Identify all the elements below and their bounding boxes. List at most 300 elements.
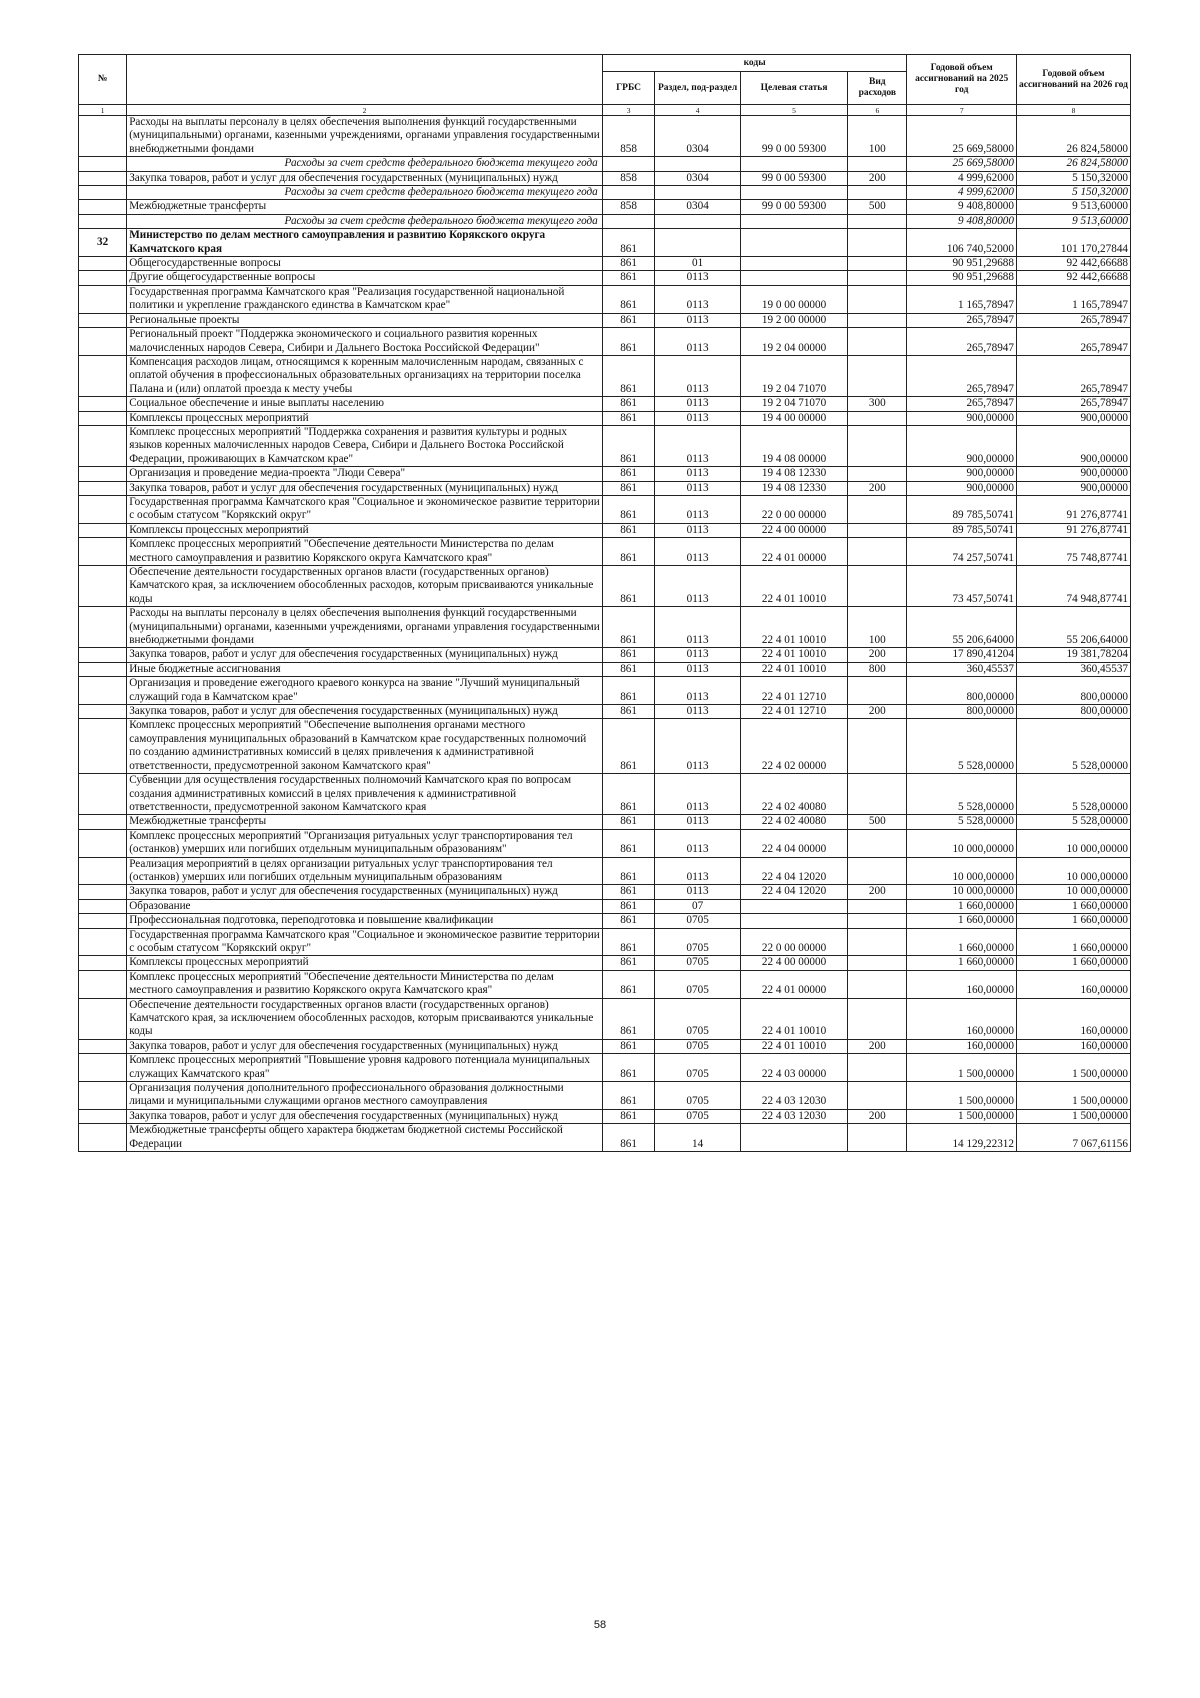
row-number [79, 397, 127, 411]
row-amount-2025: 5 528,00000 [907, 719, 1017, 774]
row-expense-type [848, 566, 907, 607]
row-expense-type: 200 [848, 705, 907, 719]
row-section: 0705 [655, 928, 740, 956]
row-number [79, 157, 127, 171]
row-section: 0113 [655, 328, 740, 356]
row-name: Организация и проведение ежегодного краевого конкурса на звание "Лучший муниципальный служащий года в Камчатском крае" [127, 677, 603, 705]
row-name: Закупка товаров, работ и услуг для обеспечения государственных (муниципальных) нужд [127, 885, 603, 899]
row-section: 0113 [655, 285, 740, 313]
row-grbs: 861 [602, 328, 655, 356]
row-amount-2025: 1 660,00000 [907, 956, 1017, 970]
row-amount-2025: 73 457,50741 [907, 566, 1017, 607]
row-expense-type [848, 328, 907, 356]
row-grbs: 861 [602, 1054, 655, 1082]
row-name: Государственная программа Камчатского края "Реализация государственной национальной политики и укрепление гражданского единства в Камчатском крае" [127, 285, 603, 313]
row-target [740, 271, 847, 285]
row-amount-2025: 265,78947 [907, 328, 1017, 356]
header-colnum: 7 [907, 105, 1017, 116]
row-name: Министерство по делам местного самоуправления и развитию Корякского округа Камчатского края [127, 229, 603, 257]
row-section: 0304 [655, 171, 740, 185]
row-target: 19 4 08 00000 [740, 425, 847, 466]
row-grbs: 861 [602, 411, 655, 425]
row-name: Образование [127, 899, 603, 913]
row-expense-type [848, 928, 907, 956]
row-grbs: 861 [602, 1124, 655, 1152]
row-name: Закупка товаров, работ и услуг для обеспечения государственных (муниципальных) нужд [127, 1039, 603, 1053]
row-amount-2026: 10 000,00000 [1016, 857, 1130, 885]
row-name: Социальное обеспечение и иные выплаты населению [127, 397, 603, 411]
row-expense-type: 200 [848, 481, 907, 495]
row-amount-2026: 74 948,87741 [1016, 566, 1130, 607]
row-name: Расходы за счет средств федерального бюджета текущего года [127, 157, 603, 171]
row-amount-2026: 1 660,00000 [1016, 899, 1130, 913]
table-row [79, 607, 1131, 648]
row-amount-2025: 900,00000 [907, 481, 1017, 495]
table-row [79, 1039, 1131, 1053]
row-section: 0113 [655, 481, 740, 495]
row-expense-type [848, 355, 907, 396]
row-target: 99 0 00 59300 [740, 116, 847, 157]
row-target: 22 4 03 12030 [740, 1109, 847, 1123]
table-row [79, 998, 1131, 1039]
row-number [79, 662, 127, 676]
row-target: 22 0 00 00000 [740, 928, 847, 956]
table-body [79, 116, 1131, 1152]
row-name: Организация получения дополнительного профессионального образования должностными лицами и муниципальными служащими органов местного самоуправления [127, 1082, 603, 1110]
row-amount-2026: 160,00000 [1016, 970, 1130, 998]
row-target: 22 4 00 00000 [740, 956, 847, 970]
row-amount-2025: 1 660,00000 [907, 914, 1017, 928]
row-number [79, 214, 127, 228]
row-section: 0113 [655, 662, 740, 676]
row-number [79, 257, 127, 271]
row-target: 22 4 04 00000 [740, 829, 847, 857]
row-amount-2026: 5 150,32000 [1016, 186, 1130, 200]
row-amount-2025: 360,45537 [907, 662, 1017, 676]
table-row [79, 397, 1131, 411]
row-grbs: 861 [602, 257, 655, 271]
row-target: 22 4 01 10010 [740, 662, 847, 676]
row-expense-type: 100 [848, 116, 907, 157]
row-target: 99 0 00 59300 [740, 171, 847, 185]
table-row [79, 271, 1131, 285]
table-row [79, 928, 1131, 956]
row-name: Комплекс процессных мероприятий "Повышение уровня кадрового потенциала муниципальных служащих Камчатского края" [127, 1054, 603, 1082]
row-section: 0113 [655, 885, 740, 899]
row-amount-2025: 900,00000 [907, 411, 1017, 425]
row-number [79, 719, 127, 774]
row-amount-2026: 101 170,27844 [1016, 229, 1130, 257]
table-row [79, 467, 1131, 481]
row-amount-2026: 900,00000 [1016, 425, 1130, 466]
row-expense-type [848, 1054, 907, 1082]
row-name: Закупка товаров, работ и услуг для обеспечения государственных (муниципальных) нужд [127, 171, 603, 185]
table-row [79, 857, 1131, 885]
row-section: 0705 [655, 1054, 740, 1082]
row-amount-2026: 9 513,60000 [1016, 200, 1130, 214]
row-amount-2026: 91 276,87741 [1016, 523, 1130, 537]
row-expense-type: 500 [848, 200, 907, 214]
row-target: 22 4 02 40080 [740, 815, 847, 829]
row-name: Комплексы процессных мероприятий [127, 956, 603, 970]
row-amount-2026: 55 206,64000 [1016, 607, 1130, 648]
row-target: 22 4 01 12710 [740, 705, 847, 719]
row-amount-2025: 9 408,80000 [907, 200, 1017, 214]
table-row [79, 829, 1131, 857]
row-amount-2026: 900,00000 [1016, 467, 1130, 481]
row-target: 22 4 04 12020 [740, 885, 847, 899]
row-grbs: 861 [602, 914, 655, 928]
row-number [79, 607, 127, 648]
row-expense-type [848, 425, 907, 466]
row-grbs: 861 [602, 815, 655, 829]
row-number [79, 970, 127, 998]
header-target: Целевая статья [740, 72, 847, 105]
row-grbs: 861 [602, 956, 655, 970]
row-name: Региональный проект "Поддержка экономического и социального развития коренных малочисленных народов Севера, Сибири и Дальнего Востока Российской Федерации" [127, 328, 603, 356]
row-expense-type [848, 970, 907, 998]
row-section: 0113 [655, 857, 740, 885]
row-expense-type: 200 [848, 885, 907, 899]
row-expense-type [848, 495, 907, 523]
row-section: 0113 [655, 677, 740, 705]
row-grbs: 858 [602, 171, 655, 185]
row-section: 0113 [655, 705, 740, 719]
row-amount-2025: 10 000,00000 [907, 857, 1017, 885]
row-number: 32 [79, 229, 127, 257]
row-expense-type: 200 [848, 1109, 907, 1123]
row-grbs: 861 [602, 607, 655, 648]
row-number [79, 171, 127, 185]
row-expense-type: 300 [848, 397, 907, 411]
table-row [79, 1124, 1131, 1152]
row-section: 0113 [655, 648, 740, 662]
row-target [740, 257, 847, 271]
row-expense-type [848, 186, 907, 200]
row-grbs: 861 [602, 677, 655, 705]
header-colnum: 5 [740, 105, 847, 116]
header-colnum: 3 [602, 105, 655, 116]
row-amount-2026: 160,00000 [1016, 1039, 1130, 1053]
row-name: Расходы за счет средств федерального бюджета текущего года [127, 186, 603, 200]
row-number [79, 523, 127, 537]
row-section: 0113 [655, 829, 740, 857]
row-number [79, 648, 127, 662]
row-number [79, 328, 127, 356]
row-section: 0113 [655, 411, 740, 425]
row-amount-2025: 25 669,58000 [907, 116, 1017, 157]
row-grbs: 861 [602, 928, 655, 956]
row-expense-type [848, 774, 907, 815]
row-grbs: 861 [602, 355, 655, 396]
row-target [740, 186, 847, 200]
row-section: 01 [655, 257, 740, 271]
row-amount-2026: 1 500,00000 [1016, 1082, 1130, 1110]
row-number [79, 815, 127, 829]
row-amount-2025: 5 528,00000 [907, 774, 1017, 815]
row-number [79, 1082, 127, 1110]
row-target [740, 214, 847, 228]
row-amount-2025: 10 000,00000 [907, 829, 1017, 857]
row-amount-2026: 5 528,00000 [1016, 815, 1130, 829]
row-target: 19 4 08 12330 [740, 467, 847, 481]
row-section [655, 157, 740, 171]
row-name: Расходы на выплаты персоналу в целях обеспечения выполнения функций государственными (муниципальными) органами, казенными учреждениями, органами управления государственными внебюджетными фондами [127, 116, 603, 157]
row-grbs: 861 [602, 313, 655, 327]
row-target [740, 914, 847, 928]
row-target: 19 4 08 12330 [740, 481, 847, 495]
row-expense-type: 200 [848, 648, 907, 662]
row-number [79, 705, 127, 719]
row-section: 0705 [655, 970, 740, 998]
row-target: 22 4 00 00000 [740, 523, 847, 537]
row-section: 0113 [655, 566, 740, 607]
row-amount-2026: 5 528,00000 [1016, 719, 1130, 774]
row-number [79, 200, 127, 214]
row-amount-2026: 7 067,61156 [1016, 1124, 1130, 1152]
row-name: Межбюджетные трансферты [127, 815, 603, 829]
row-number [79, 116, 127, 157]
row-expense-type [848, 829, 907, 857]
table-row [79, 677, 1131, 705]
row-section: 0705 [655, 998, 740, 1039]
row-expense-type [848, 467, 907, 481]
row-name: Закупка товаров, работ и услуг для обеспечения государственных (муниципальных) нужд [127, 648, 603, 662]
row-expense-type: 500 [848, 815, 907, 829]
row-number [79, 271, 127, 285]
row-name: Комплекс процессных мероприятий "Обеспечение деятельности Министерства по делам местного самоуправления и развитию Корякского округа Камчатского края" [127, 538, 603, 566]
row-grbs: 861 [602, 495, 655, 523]
table-row [79, 523, 1131, 537]
table-row [79, 914, 1131, 928]
row-number [79, 857, 127, 885]
row-expense-type [848, 523, 907, 537]
header-section: Раздел, под-раздел [655, 72, 740, 105]
row-section: 0113 [655, 495, 740, 523]
row-number [79, 467, 127, 481]
row-target: 22 4 03 00000 [740, 1054, 847, 1082]
table-row [79, 1109, 1131, 1123]
row-grbs: 861 [602, 566, 655, 607]
row-name: Компенсация расходов лицам, относящимся к коренным малочисленным народам, связанных с оплатой обучения в профессиональных образовательных организациях на территории поселка Палана и (или) оплатой проезда к месту учебы [127, 355, 603, 396]
row-number [79, 928, 127, 956]
page-number: 58 [593, 1619, 607, 1631]
row-name: Субвенции для осуществления государственных полномочий Камчатского края по вопросам создания административных комиссий в целях привлечения к административной ответственности, предусмотренной законом Камчатского края [127, 774, 603, 815]
row-amount-2025: 10 000,00000 [907, 885, 1017, 899]
row-number [79, 1124, 127, 1152]
row-number [79, 998, 127, 1039]
row-section [655, 229, 740, 257]
row-amount-2025: 800,00000 [907, 677, 1017, 705]
header-colnum: 4 [655, 105, 740, 116]
row-number [79, 956, 127, 970]
row-number [79, 313, 127, 327]
row-target: 22 4 01 12710 [740, 677, 847, 705]
row-grbs: 861 [602, 1082, 655, 1110]
row-amount-2026: 19 381,78204 [1016, 648, 1130, 662]
row-amount-2025: 900,00000 [907, 425, 1017, 466]
row-name: Другие общегосударственные вопросы [127, 271, 603, 285]
table-row [79, 566, 1131, 607]
row-section: 0113 [655, 523, 740, 537]
row-amount-2025: 9 408,80000 [907, 214, 1017, 228]
row-section: 0113 [655, 607, 740, 648]
row-number [79, 186, 127, 200]
row-amount-2025: 89 785,50741 [907, 523, 1017, 537]
row-target [740, 1124, 847, 1152]
table-row [79, 229, 1131, 257]
row-target: 19 2 04 00000 [740, 328, 847, 356]
row-amount-2026: 10 000,00000 [1016, 885, 1130, 899]
row-number [79, 1039, 127, 1053]
row-amount-2026: 92 442,66688 [1016, 257, 1130, 271]
row-expense-type [848, 998, 907, 1039]
row-number [79, 411, 127, 425]
row-grbs: 861 [602, 829, 655, 857]
row-expense-type [848, 538, 907, 566]
row-grbs: 861 [602, 481, 655, 495]
row-grbs: 861 [602, 538, 655, 566]
table-row [79, 285, 1131, 313]
header-amount-2025: Годовой объем ассигнований на 2025 год [907, 55, 1017, 105]
header-amount-2026: Годовой объем ассигнований на 2026 год [1016, 55, 1130, 105]
table-row [79, 481, 1131, 495]
row-amount-2025: 1 500,00000 [907, 1054, 1017, 1082]
row-expense-type: 200 [848, 171, 907, 185]
row-grbs: 861 [602, 998, 655, 1039]
table-row [79, 171, 1131, 185]
row-target: 22 4 02 40080 [740, 774, 847, 815]
header-expense-type: Вид расходов [848, 72, 907, 105]
row-grbs: 861 [602, 425, 655, 466]
row-grbs [602, 214, 655, 228]
row-grbs: 858 [602, 200, 655, 214]
header-number: № [79, 55, 127, 105]
row-section: 0705 [655, 1109, 740, 1123]
row-amount-2025: 900,00000 [907, 467, 1017, 481]
row-name: Комплекс процессных мероприятий "Организация ритуальных услуг транспортирования тел (останков) умерших или погибших отдельным муниципальным образованиям" [127, 829, 603, 857]
row-amount-2025: 90 951,29688 [907, 257, 1017, 271]
row-name: Иные бюджетные ассигнования [127, 662, 603, 676]
table-row [79, 956, 1131, 970]
row-amount-2026: 26 824,58000 [1016, 157, 1130, 171]
row-target: 19 0 00 00000 [740, 285, 847, 313]
row-expense-type [848, 157, 907, 171]
table-header [79, 55, 1131, 116]
row-amount-2026: 265,78947 [1016, 313, 1130, 327]
table-subrow [79, 186, 1131, 200]
row-expense-type [848, 899, 907, 913]
row-name: Комплекс процессных мероприятий "Поддержка сохранения и развития культуры и родных языков коренных малочисленных народов Севера, Сибири и Дальнего Востока Российской Федерации, проживающих в Камчатском крае" [127, 425, 603, 466]
row-amount-2025: 4 999,62000 [907, 171, 1017, 185]
row-section: 0113 [655, 355, 740, 396]
row-number [79, 481, 127, 495]
row-name: Комплекс процессных мероприятий "Обеспечение деятельности Министерства по делам местного самоуправления и развитию Корякского округа Камчатского края" [127, 970, 603, 998]
table-row [79, 705, 1131, 719]
row-grbs: 861 [602, 970, 655, 998]
table-row [79, 662, 1131, 676]
row-grbs [602, 186, 655, 200]
row-grbs: 861 [602, 857, 655, 885]
table-row [79, 328, 1131, 356]
row-grbs: 861 [602, 885, 655, 899]
row-expense-type [848, 214, 907, 228]
row-amount-2025: 160,00000 [907, 970, 1017, 998]
table-row [79, 200, 1131, 214]
row-amount-2025: 800,00000 [907, 705, 1017, 719]
row-number [79, 538, 127, 566]
row-name: Общегосударственные вопросы [127, 257, 603, 271]
row-expense-type [848, 1082, 907, 1110]
row-amount-2025: 1 660,00000 [907, 899, 1017, 913]
row-amount-2025: 55 206,64000 [907, 607, 1017, 648]
row-grbs: 861 [602, 899, 655, 913]
row-expense-type [848, 229, 907, 257]
row-grbs: 861 [602, 648, 655, 662]
row-amount-2026: 1 660,00000 [1016, 914, 1130, 928]
row-name: Реализация мероприятий в целях организации ритуальных услуг транспортирования тел (останков) умерших или погибших отдельным муниципальным образованиям [127, 857, 603, 885]
row-number [79, 1109, 127, 1123]
row-name: Межбюджетные трансферты общего характера бюджетам бюджетной системы Российской Федерации [127, 1124, 603, 1152]
row-number [79, 899, 127, 913]
row-target: 22 4 01 10010 [740, 566, 847, 607]
row-name: Комплексы процессных мероприятий [127, 523, 603, 537]
row-amount-2025: 160,00000 [907, 998, 1017, 1039]
row-expense-type [848, 677, 907, 705]
table-row [79, 411, 1131, 425]
row-number [79, 566, 127, 607]
row-amount-2025: 90 951,29688 [907, 271, 1017, 285]
row-grbs: 861 [602, 1039, 655, 1053]
row-target: 22 0 00 00000 [740, 495, 847, 523]
row-expense-type [848, 956, 907, 970]
row-amount-2025: 265,78947 [907, 313, 1017, 327]
row-section: 0304 [655, 116, 740, 157]
row-name: Расходы на выплаты персоналу в целях обеспечения выполнения функций государственными (муниципальными) органами, казенными учреждениями, органами управления государственными внебюджетными фондами [127, 607, 603, 648]
row-amount-2026: 265,78947 [1016, 355, 1130, 396]
row-target: 22 4 01 10010 [740, 607, 847, 648]
row-amount-2026: 800,00000 [1016, 705, 1130, 719]
row-section: 0113 [655, 397, 740, 411]
row-amount-2025: 265,78947 [907, 397, 1017, 411]
table-row [79, 815, 1131, 829]
row-grbs: 861 [602, 229, 655, 257]
row-amount-2025: 1 500,00000 [907, 1109, 1017, 1123]
row-amount-2026: 9 513,60000 [1016, 214, 1130, 228]
header-colnum: 2 [127, 105, 603, 116]
header-codes: коды [602, 55, 907, 72]
row-expense-type: 200 [848, 1039, 907, 1053]
row-name: Комплекс процессных мероприятий "Обеспечение выполнения органами местного самоуправления муниципальных образований в Камчатском крае государственных полномочий по созданию административных комиссий в целях привлечения к административной ответственности, предусмотренной законом Камчатского края" [127, 719, 603, 774]
row-amount-2025: 4 999,62000 [907, 186, 1017, 200]
row-section: 0113 [655, 467, 740, 481]
row-target: 22 4 01 10010 [740, 998, 847, 1039]
row-number [79, 285, 127, 313]
row-name: Региональные проекты [127, 313, 603, 327]
row-expense-type [848, 719, 907, 774]
table-row [79, 719, 1131, 774]
row-number [79, 829, 127, 857]
row-target: 19 2 04 71070 [740, 355, 847, 396]
table-row [79, 970, 1131, 998]
row-target: 22 4 02 00000 [740, 719, 847, 774]
row-name: Профессиональная подготовка, переподготовка и повышение квалификации [127, 914, 603, 928]
row-amount-2025: 1 660,00000 [907, 928, 1017, 956]
budget-sheet [78, 54, 1131, 1152]
row-target: 19 4 00 00000 [740, 411, 847, 425]
row-grbs: 861 [602, 719, 655, 774]
table-row [79, 885, 1131, 899]
